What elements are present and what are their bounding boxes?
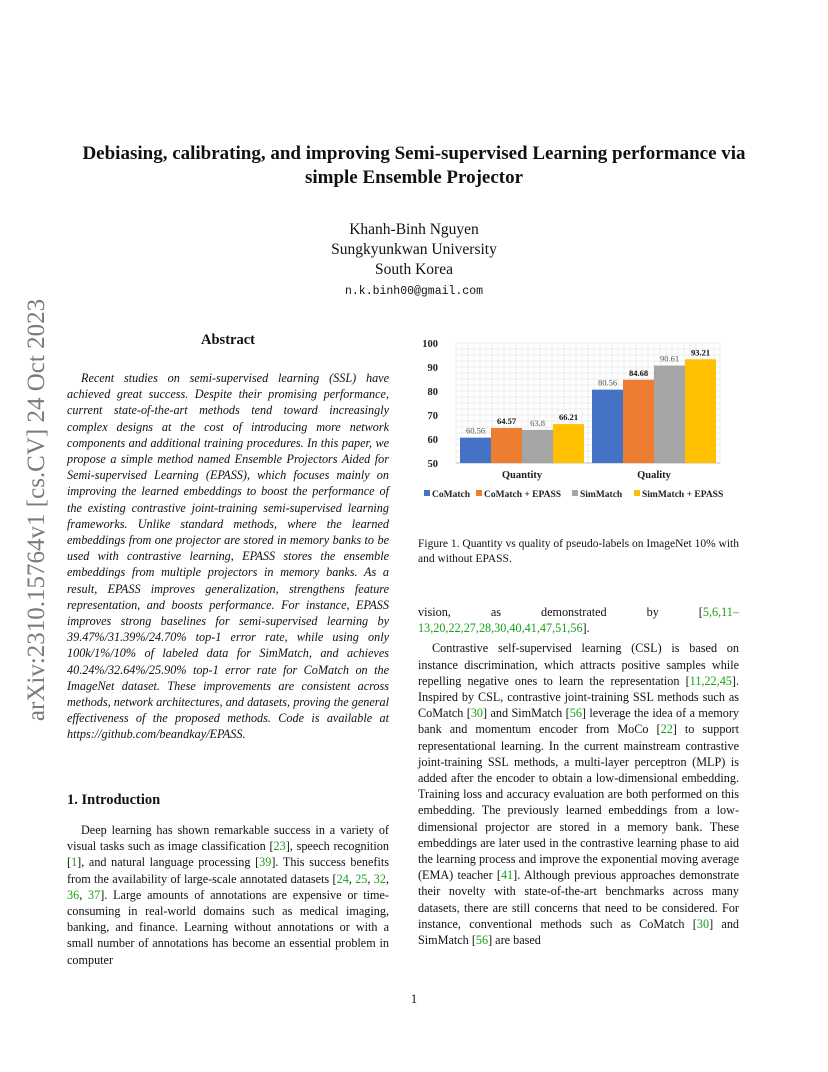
text-run: Deep learning has shown remarkable success in a variety of visual tasks such as image classification [: [67, 823, 389, 854]
text-run: ] are based: [488, 933, 541, 948]
figure-1-bar-chart: [418, 334, 750, 504]
page-number: 1: [410, 992, 418, 1006]
data-label: 63.8: [530, 417, 545, 428]
legend-swatch: [572, 490, 578, 496]
category-label: Quality: [637, 470, 671, 481]
figure-caption: Figure 1. Quantity vs quality of pseudo-labels on ImageNet 10% with and without EPASS.: [418, 538, 739, 565]
citation-link[interactable]: 56: [475, 933, 489, 948]
data-label: 64.57: [496, 416, 517, 427]
bar-comatch-quantity: [460, 438, 491, 463]
text-run: ] and SimMatch [: [483, 706, 570, 721]
legend-entry: SimMatch + EPASS: [642, 490, 724, 500]
text-run: ] and SimMatch [: [418, 916, 740, 948]
intro-paragraph: Deep learning has shown remarkable success in a variety of visual tasks such as image classification [23], speech recognition [1], and natural language processing [39]. This success benefits from the availability of large-scale annotated datasets [24, 25, 32, 36, 37]. Large amounts of annotations are expensive or time-consuming in real-world domains such as medical imaging, banking, and finance. Learning without annotations or with a small number of annotations has become an essential problem in computer: [67, 823, 390, 967]
citation-link[interactable]: 32: [373, 871, 386, 886]
citation-link[interactable]: 25: [355, 871, 368, 886]
author-email: n.k.binh00@gmail.com: [344, 285, 484, 298]
arxiv-sidebar-stamp: arXiv:2310.15764v1 [cs.CV] 24 Oct 2023: [23, 298, 50, 722]
y-tick-label: 70: [427, 411, 438, 422]
legend-entry: SimMatch: [580, 490, 623, 500]
bar-comatch-quality: [592, 390, 623, 463]
y-tick-label: 80: [427, 387, 438, 398]
bar-simmatch-quantity: [522, 430, 553, 463]
right-column-text: [418, 604, 739, 948]
section-heading-introduction: 1. Introduction: [67, 792, 161, 808]
citation-link[interactable]: 1: [71, 855, 78, 870]
text-run: ]. Although previous approaches demonstrate their novelty with state-of-the-art benchmarks across many datasets, there are still concerns that need to be considered. For instance, conventional methods such as CoMatch [: [418, 868, 739, 931]
data-label: 66.21: [558, 412, 579, 423]
author-country: South Korea: [375, 261, 453, 278]
text-run: ].: [582, 621, 590, 636]
bar-simmatch-quality: [654, 366, 685, 463]
y-tick-label: 100: [422, 339, 438, 350]
legend-swatch: [424, 490, 430, 496]
y-tick-label: 60: [427, 435, 438, 446]
text-run: ]. Inspired by CSL, contrastive joint-training SSL methods such as CoMatch [: [418, 673, 739, 721]
bar-comatch-epass-quantity: [491, 428, 522, 463]
y-tick-label: 50: [427, 459, 438, 470]
text-run: ]. Large amounts of annotations are expensive or time-consuming in real-world domains such as medical imaging, banking, and finance. Learning without annotations or with a small number of annotations has become an essential problem in computer: [67, 887, 389, 967]
csl-paragraph: [418, 640, 739, 948]
citation-link[interactable]: 11,22,45: [689, 673, 732, 688]
citation-link[interactable]: 22: [660, 722, 673, 737]
bar-comatch-epass-quality: [623, 380, 654, 463]
citation-link[interactable]: 30: [470, 706, 484, 721]
abstract-text: [67, 370, 389, 743]
data-label: 80.56: [597, 377, 618, 388]
citation-link[interactable]: 5,6,11–13,20,22,27,28,30,40,41,47,51,56: [418, 605, 739, 636]
citation-link[interactable]: 30: [696, 916, 710, 931]
text-run: ]. This success benefits from the availability of large-scale annotated datasets [: [67, 855, 389, 886]
author-block: [0, 220, 828, 302]
author-affiliation: Sungkyunkwan University: [331, 241, 497, 258]
citation-link[interactable]: 56: [569, 706, 582, 721]
citation-link[interactable]: 39: [259, 855, 272, 870]
citation-link[interactable]: 37: [88, 887, 101, 902]
citation-link[interactable]: 41: [500, 868, 514, 883]
text-run: ], and natural language processing [: [77, 855, 260, 870]
y-tick-label: 90: [427, 363, 438, 374]
data-label: 60.56: [465, 425, 486, 436]
category-label: Quantity: [501, 470, 543, 481]
data-label: 90.61: [659, 353, 680, 364]
intro-text: [67, 822, 389, 968]
bar-simmatch-epass-quantity: [553, 424, 584, 463]
data-label: 93.21: [690, 347, 711, 358]
citation-link[interactable]: 23: [273, 839, 286, 854]
legend-swatch: [476, 490, 482, 496]
text-run: ] to support representational learning. In the current mainstream contrastive joint-training SSL methods, a multi-layer perceptron (MLP) is added after the encoder to obtain a low-dimensional embedding. Training loss and accuracy evaluation are both performed on this embedding. The previously learned embeddings from a low-dimensional projector are stored in a memory bank. These embeddings are later used in the contrastive learning phase to aid the learning process and improve the exponential moving average (EMA) teacher [: [418, 722, 739, 883]
citation-link[interactable]: 24: [336, 871, 349, 886]
continued-paragraph: [418, 604, 739, 636]
citation-link[interactable]: 36: [67, 887, 80, 902]
text-run: ] leverage the idea of a memory bank and momentum encoder from MoCo [: [418, 706, 739, 737]
paper-title: Debiasing, calibrating, and improving Semi-supervised Learning performance via simple Ensemble Projector: [82, 143, 746, 188]
bar-simmatch-epass-quality: [685, 359, 716, 463]
text-run: Contrastive self-supervised learning (CSL) is based on instance discrimination, which attracts positive samples while repelling negative ones to learn the representation [: [418, 641, 739, 688]
legend-entry: CoMatch + EPASS: [484, 490, 562, 500]
legend-swatch: [634, 490, 640, 496]
legend-entry: CoMatch: [432, 490, 470, 500]
abstract-heading: Abstract: [201, 332, 255, 348]
abstract-paragraph: Recent studies on semi-supervised learning (SSL) have achieved great success. Despite their promising performance, current state-of-the-art methods tend toward increasingly complex designs at the cost of introducing more network components and additional training procedures. In this paper, we propose a simple method named Ensemble Projectors Aided for Semi-supervised Learning (EPASS), which focuses mainly on improving the learned embeddings to boost the performance of the existing contrastive joint-training semi-supervised learning frameworks. Unlike standard methods, where the learned embeddings from one projector are stored in memory banks to be used with contrastive learning, EPASS stores the ensemble embeddings from multiple projectors in memory banks. As a result, EPASS improves generalization, strengthens feature representation, and boosts performance. For instance, EPASS improves strong baselines for semi-supervised learning by 39.47%/31.39%/24.70% top-1 error rate, while using only 100k/1%/10% of labeled data for SimMatch, and achieves 40.24%/32.64%/25.90% top-1 error rate for CoMatch on the ImageNet dataset. These improvements are consistent across methods, network architectures, and datasets, proving the general effectiveness of the proposed methods. Code is available at https://github.com/beandkay/EPASS.: [67, 371, 389, 742]
author-name: Khanh-Binh Nguyen: [349, 221, 479, 238]
data-label: 84.68: [628, 367, 649, 378]
text-run: ], speech recognition [: [67, 839, 389, 870]
text-run: vision, as demonstrated by [: [418, 605, 703, 619]
